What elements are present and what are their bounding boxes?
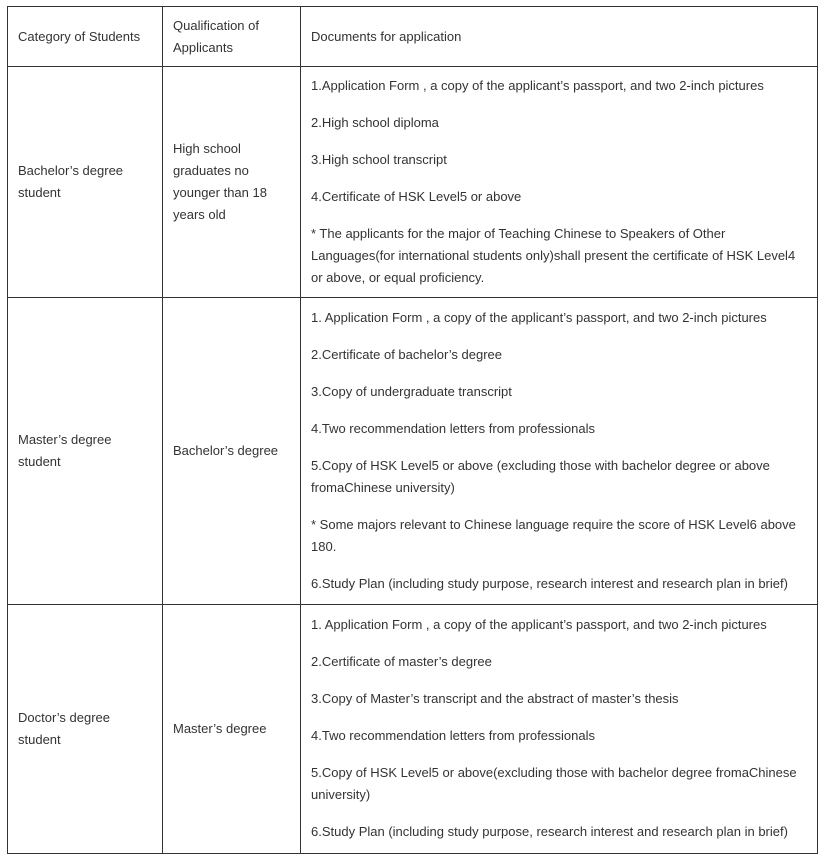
document-note: * The applicants for the major of Teaching Chinese to Speakers of Other Languages(for international students only)shall present the certificate of HSK Level4 or above, or equal proficiency. [311, 226, 796, 286]
document-note: * Some majors relevant to Chinese language require the score of HSK Level6 above 180. [311, 517, 796, 554]
document-item: 6.Study Plan (including study purpose, research interest and research plan in brief) [311, 824, 788, 840]
qualification-cell: Bachelor’s degree [163, 298, 301, 604]
document-item: 2.High school diploma [311, 115, 439, 131]
table-row-doctor [8, 604, 818, 853]
document-item: 5.Copy of HSK Level5 or above(excluding those with bachelor degree fromaChinese university) [311, 765, 797, 803]
documents-cell [301, 604, 818, 853]
document-item: 1.Application Form , a copy of the applicant’s passport, and two 2-inch pictures [311, 78, 764, 94]
document-item: 4.Two recommendation letters from professionals [311, 728, 595, 744]
header-qualification: Qualification of Applicants [163, 7, 301, 67]
document-item: 2.Certificate of master’s degree [311, 654, 492, 670]
document-item: 4.Certificate of HSK Level5 or above [311, 189, 522, 205]
qualification-cell: Master’s degree [163, 604, 301, 853]
documents-cell [301, 298, 818, 604]
document-item: 1. Application Form , a copy of the applicant’s passport, and two 2-inch pictures [311, 310, 767, 325]
document-item: 1. Application Form , a copy of the applicant’s passport, and two 2-inch pictures [311, 617, 767, 633]
documents-cell [301, 67, 818, 298]
table-row-master [8, 298, 818, 604]
header-documents: Documents for application [301, 7, 818, 67]
table-row-bachelor [8, 67, 818, 298]
table-header-row [8, 7, 818, 67]
category-cell: Bachelor’s degree student [8, 67, 163, 298]
category-cell: Master’s degree student [8, 298, 163, 604]
document-item: 2.Certificate of bachelor’s degree [311, 347, 503, 362]
application-documents-table [7, 6, 818, 854]
document-item: 4.Two recommendation letters from professionals [311, 421, 595, 436]
document-item: 3.High school transcript [311, 152, 447, 168]
document-item: 6.Study Plan (including study purpose, research interest and research plan in brief) [311, 576, 788, 591]
category-cell: Doctor’s degree student [8, 604, 163, 853]
document-item: 5.Copy of HSK Level5 or above (excluding those with bachelor degree or above fromaChinese university) [311, 458, 770, 495]
header-category: Category of Students [8, 7, 163, 67]
qualification-cell: High school graduates no younger than 18 years old [163, 67, 301, 298]
document-item: 3.Copy of Master’s transcript and the abstract of master’s thesis [311, 691, 679, 707]
document-item: 3.Copy of undergraduate transcript [311, 384, 512, 399]
